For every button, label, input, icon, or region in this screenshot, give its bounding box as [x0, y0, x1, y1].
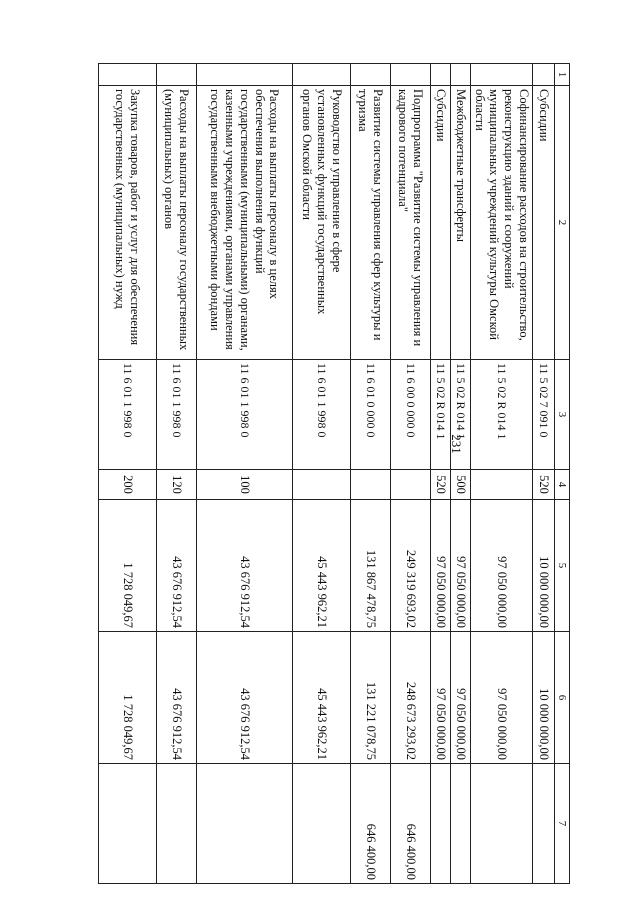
table-cell-c2: Расходы на выплаты персоналу государственных (муниципальных) органов — [157, 86, 197, 360]
table-cell-c4: 200 — [99, 470, 157, 500]
table-row — [157, 64, 197, 884]
page-number: 231 — [449, 434, 464, 454]
table-row — [351, 64, 391, 884]
table-cell-c1 — [471, 64, 533, 86]
table-cell-c4 — [293, 470, 351, 500]
table-cell-c3: 11 6 01 0 000 0 — [351, 360, 391, 470]
table-cell-c5: 1 728 049,67 — [99, 500, 157, 632]
table-row — [391, 64, 431, 884]
table-cell-c7 — [533, 764, 555, 884]
table-cell-c2: Межбюджетные трансферты — [451, 86, 471, 360]
table-cell-c5: 43 676 912,54 — [197, 500, 293, 632]
table-cell-c3: 11 6 01 1 998 0 — [99, 360, 157, 470]
table-cell-c3: 11 5 02 R 014 1 — [451, 360, 471, 470]
table-cell-c7 — [471, 764, 533, 884]
table-cell-c3: 11 6 01 1 998 0 — [197, 360, 293, 470]
table-cell-c5: 97 050 000,00 — [431, 500, 451, 632]
table-cell-c4 — [391, 470, 431, 500]
table-cell-c6: 43 676 912,54 — [197, 632, 293, 764]
table-cell-c2: Закупка товаров, работ и услуг для обеспечения государственных (муниципальных) нужд — [99, 86, 157, 360]
col-header-1: 1 — [555, 64, 570, 86]
table-cell-c7: 646 400,00 — [351, 764, 391, 884]
table-cell-c6: 248 673 293,02 — [391, 632, 431, 764]
budget-table — [98, 63, 570, 884]
table-cell-c5: 97 050 000,00 — [451, 500, 471, 632]
table-cell-c5: 43 676 912,54 — [157, 500, 197, 632]
table-cell-c5: 45 443 962,21 — [293, 500, 351, 632]
table-cell-c4: 520 — [533, 470, 555, 500]
table-cell-c2: Подпрограмма "Развитие системы управления и кадрового потенциала" — [391, 86, 431, 360]
table-cell-c2: Расходы на выплаты персоналу в целях обеспечения выполнения функций государственными (муниципальными) органами, казенными учреждениями, органами управления государственными внебюджетными фондами — [197, 86, 293, 360]
table-cell-c2: Субсидии — [431, 86, 451, 360]
table-cell-c6: 45 443 962,21 — [293, 632, 351, 764]
table-cell-c6: 43 676 912,54 — [157, 632, 197, 764]
table-cell-c3: 11 6 00 0 000 0 — [391, 360, 431, 470]
table-cell-c3: 11 6 01 1 998 0 — [157, 360, 197, 470]
table-cell-c6: 97 050 000,00 — [471, 632, 533, 764]
table-cell-c4: 120 — [157, 470, 197, 500]
table-cell-c1 — [391, 64, 431, 86]
table-cell-c7 — [157, 764, 197, 884]
table-cell-c1 — [157, 64, 197, 86]
table-cell-c6: 131 221 078,75 — [351, 632, 391, 764]
table-cell-c5: 249 319 693,02 — [391, 500, 431, 632]
col-header-3: 3 — [555, 360, 570, 470]
table-cell-c3: 11 6 01 1 998 0 — [293, 360, 351, 470]
table-cell-c5: 131 867 478,75 — [351, 500, 391, 632]
table-cell-c4: 520 — [431, 470, 451, 500]
table-cell-c6: 97 050 000,00 — [431, 632, 451, 764]
table-cell-c6: 1 728 049,67 — [99, 632, 157, 764]
col-header-7: 7 — [555, 764, 570, 884]
table-cell-c3: 11 5 02 R 014 1 — [471, 360, 533, 470]
table-cell-c2: Субсидии — [533, 86, 555, 360]
table-cell-c7: 646 400,00 — [391, 764, 431, 884]
table-cell-c2: Руководство и управление в сфере установленных функций государственных органов Омской области — [293, 86, 351, 360]
table-cell-c1 — [351, 64, 391, 86]
table-cell-c4: 100 — [197, 470, 293, 500]
table-row — [293, 64, 351, 884]
table-cell-c7 — [451, 764, 471, 884]
table-cell-c2: Развитие системы управления сфер культуры и туризма — [351, 86, 391, 360]
table-cell-c1 — [451, 64, 471, 86]
table-cell-c1 — [197, 64, 293, 86]
table-row — [533, 64, 555, 884]
table-cell-c7 — [431, 764, 451, 884]
table-cell-c1 — [533, 64, 555, 86]
table-row — [451, 64, 471, 884]
table-cell-c2: Софинансирование расходов на строительство, реконструкцию зданий и сооружений муниципальных учреждений культуры Омской области — [471, 86, 533, 360]
table-cell-c7 — [293, 764, 351, 884]
table-row — [431, 64, 451, 884]
table-cell-c7 — [99, 764, 157, 884]
table-row — [471, 64, 533, 884]
table-cell-c4 — [471, 470, 533, 500]
table-cell-c7 — [197, 764, 293, 884]
table-cell-c1 — [293, 64, 351, 86]
col-header-2: 2 — [555, 86, 570, 360]
table-cell-c3: 11 5 02 R 014 1 — [431, 360, 451, 470]
table-row — [99, 64, 157, 884]
col-header-4: 4 — [555, 470, 570, 500]
table-cell-c6: 97 050 000,00 — [451, 632, 471, 764]
table-cell-c3: 11 5 02 7 091 0 — [533, 360, 555, 470]
budget-table-rotated — [66, 63, 570, 883]
table-cell-c6: 10 000 000,00 — [533, 632, 555, 764]
col-header-6: 6 — [555, 632, 570, 764]
col-header-5: 5 — [555, 500, 570, 632]
table-row — [197, 64, 293, 884]
table-cell-c4: 500 — [451, 470, 471, 500]
table-cell-c1 — [99, 64, 157, 86]
header-row — [555, 64, 570, 884]
table-cell-c1 — [431, 64, 451, 86]
table-cell-c5: 10 000 000,00 — [533, 500, 555, 632]
table-cell-c5: 97 050 000,00 — [471, 500, 533, 632]
table-cell-c4 — [351, 470, 391, 500]
